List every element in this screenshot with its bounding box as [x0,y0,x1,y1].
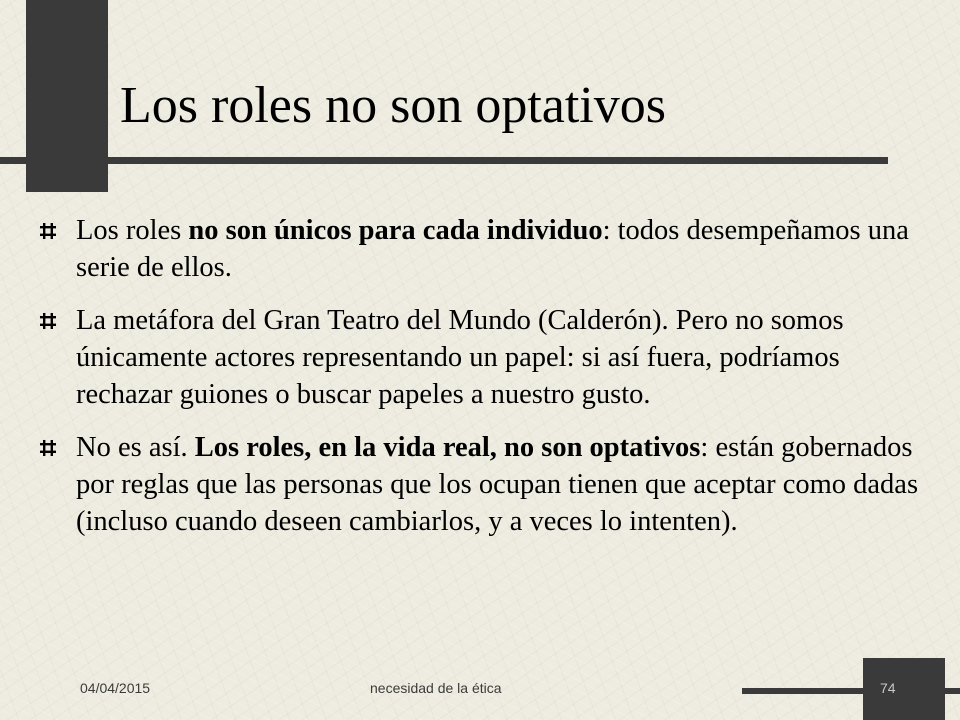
bullet-text-part: : todos desempeñamos una serie de ellos. [76,215,909,283]
page-number: 74 [880,680,896,696]
footer-date: 04/04/2015 [80,680,151,696]
slide-title: Los roles no son optativos [120,77,666,134]
bullet-item [40,429,920,540]
bullet-text-part: : están gobernados por reglas que las personas que los ocupan tienen que aceptar como dadas (incluso cuando deseen cambiarlos, y a veces lo intenten). [76,432,919,537]
footer-title: necesidad de la ética [370,680,502,696]
bullet-emphasis: no son únicos para cada individuo [188,215,603,246]
bullet-emphasis: Los roles, en la vida real, no son optativos [194,432,701,463]
bullet-text-part: Los roles [76,215,189,246]
title-underline-rule [0,157,888,164]
hash-bullet-icon [40,313,56,329]
hash-bullet-icon [40,440,56,456]
hash-bullet-icon [40,223,56,239]
bullet-list [40,212,920,556]
bullet-item [40,212,920,286]
bullet-text-part: No es así. [76,432,195,463]
bullet-text-part: La metáfora del Gran Teatro del Mundo (Calderón). Pero no somos únicamente actores representando un papel: si así fuera, podríamos rechazar guiones o buscar papeles a nuestro gusto. [76,305,844,410]
page-number-block [863,658,945,720]
bullet-item [40,302,920,413]
